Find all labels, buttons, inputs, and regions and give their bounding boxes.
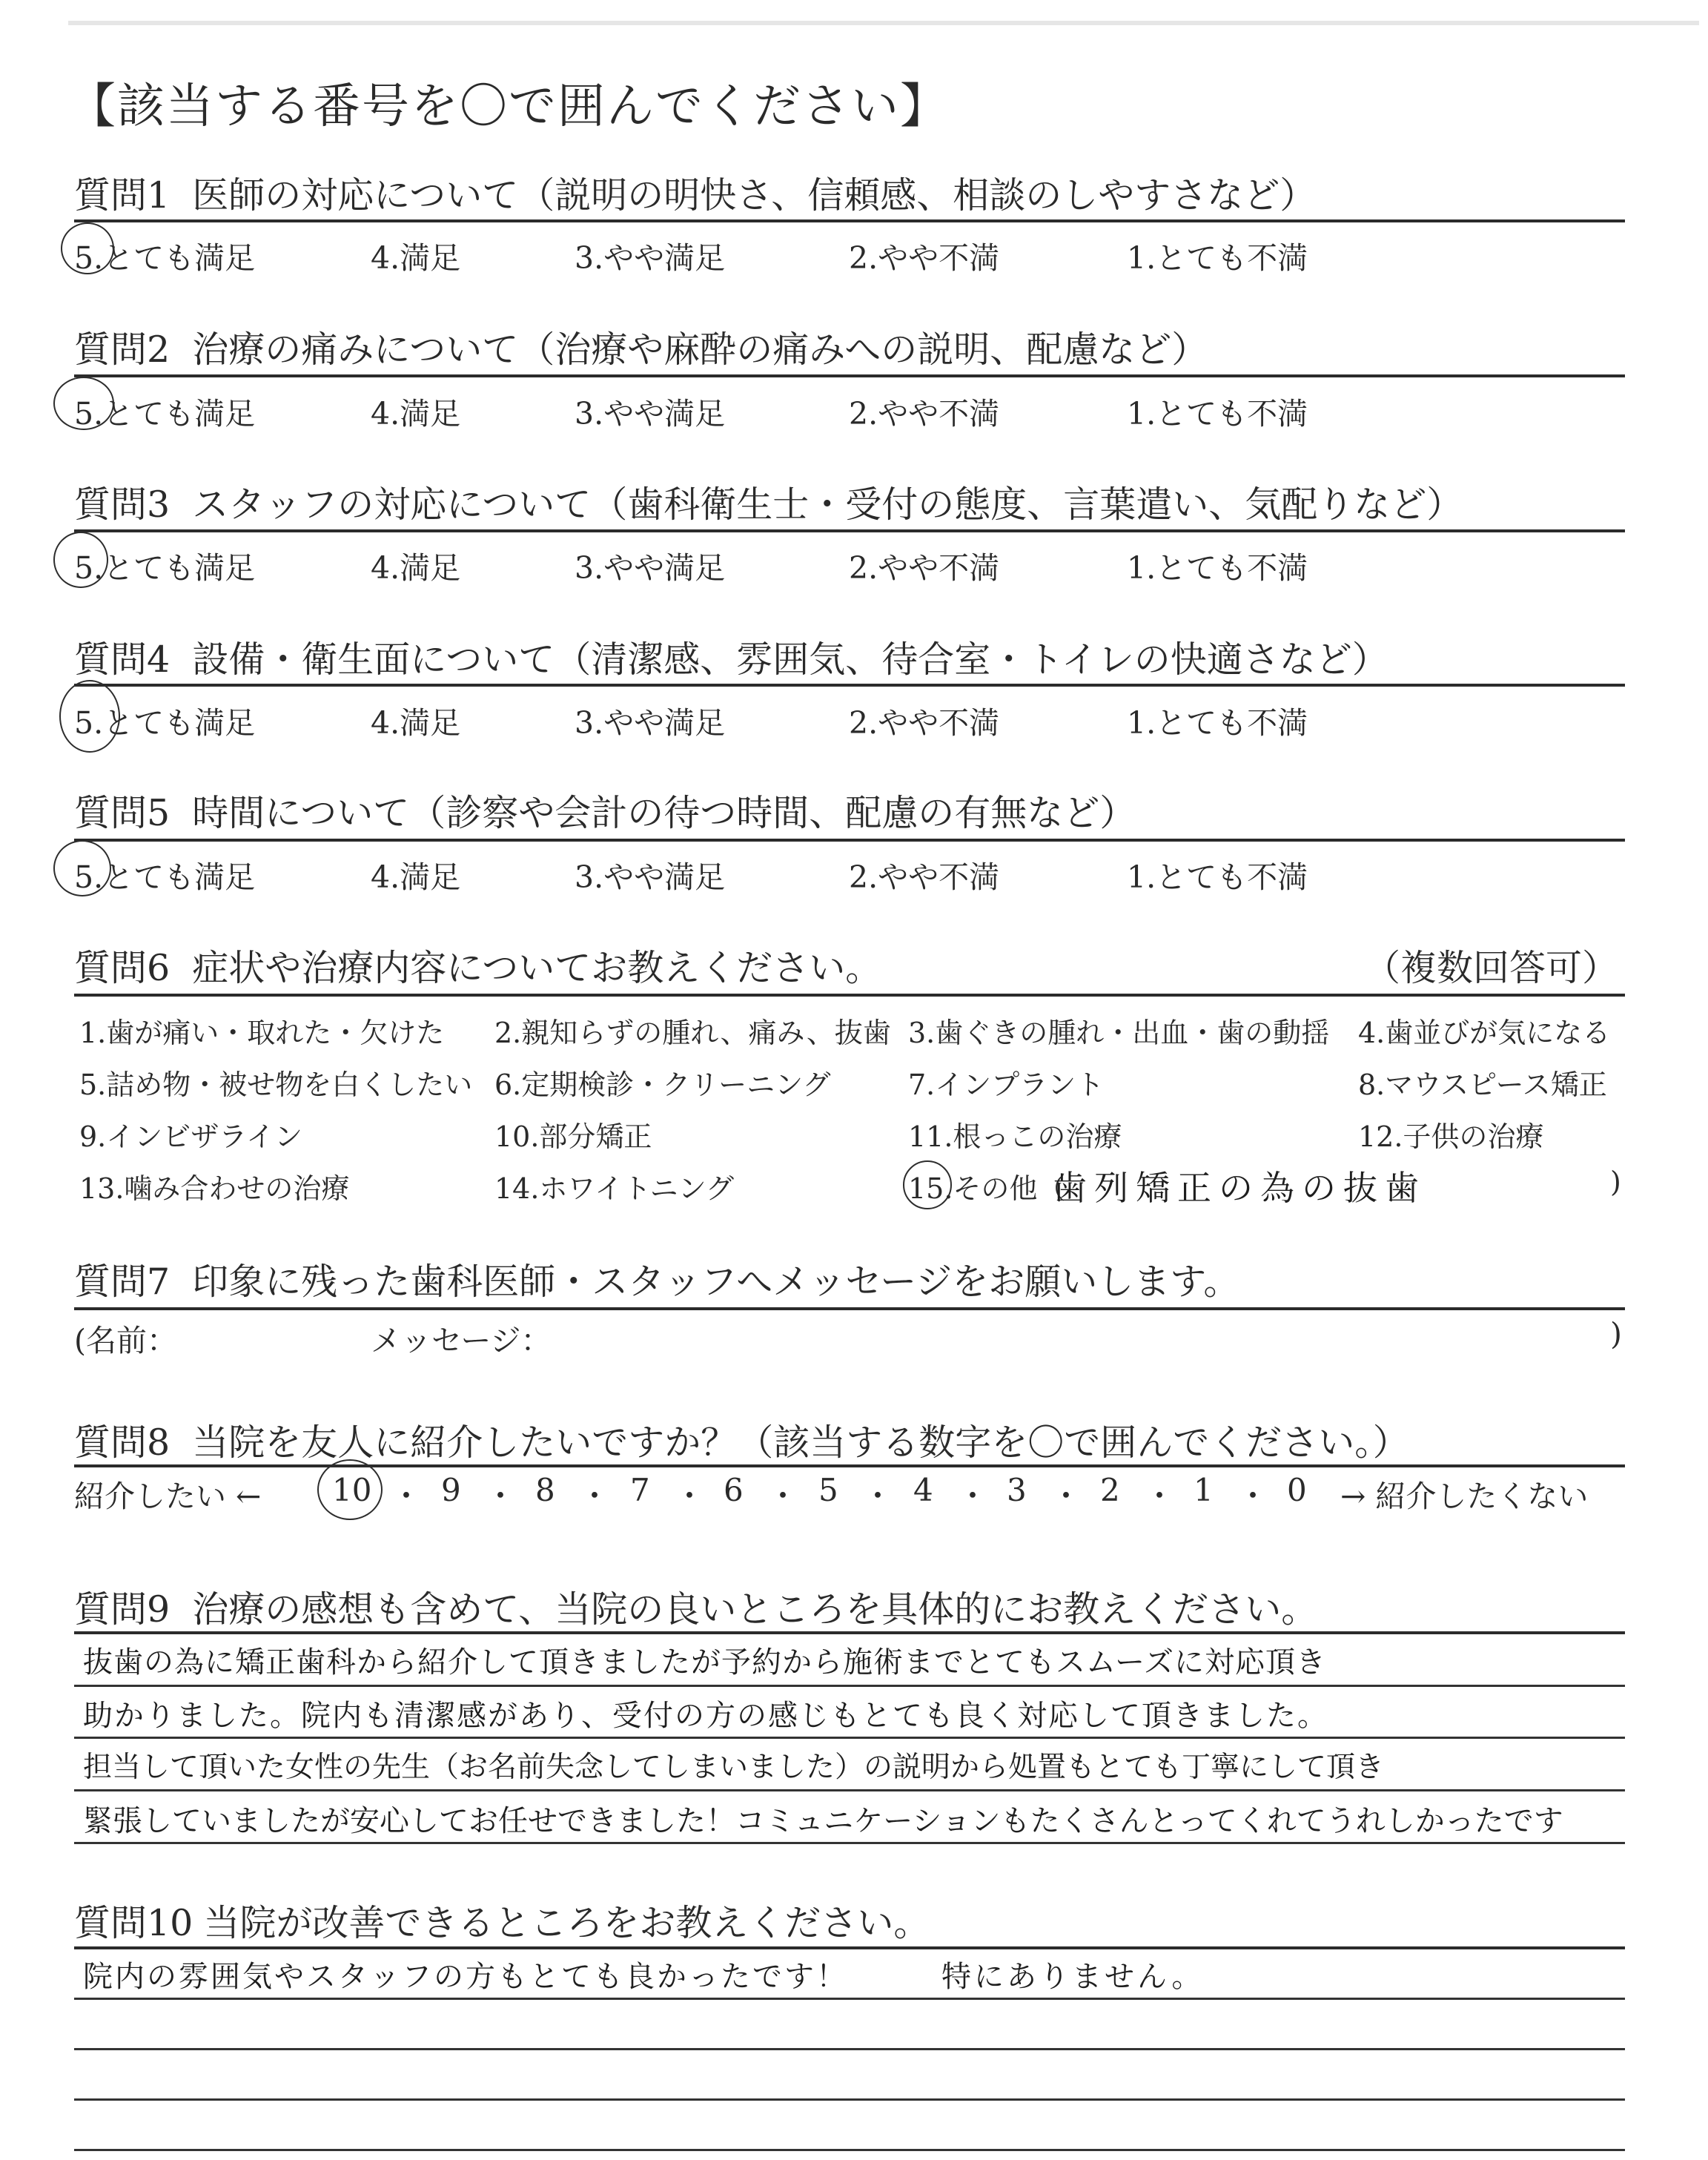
option-somewhat-dissatisfied[interactable]: 2.やや不満 [849, 550, 1000, 586]
name-label: (名前： [74, 1323, 177, 1358]
question-text: 治療の痛みについて（治療や麻酔の痛みへの説明、配慮など） [192, 328, 1208, 371]
answer-line [74, 1998, 1625, 2000]
question-number: 質問10 [74, 1902, 193, 1944]
message-label: メッセージ： [371, 1323, 552, 1358]
question-7-title [74, 1253, 1239, 1305]
question-divider [74, 684, 1625, 687]
handwritten-answer-line: 抜歯の為に矯正歯科から紹介して頂きましたが予約から施術までとてもスムーズに対応頂き [83, 1645, 1326, 1680]
question-5-title [74, 785, 1136, 836]
option-somewhat-satisfied[interactable]: 3.やや満足 [575, 396, 726, 432]
question-9-title [74, 1581, 1317, 1633]
option-somewhat-satisfied[interactable]: 3.やや満足 [575, 240, 726, 276]
question-text: スタッフの対応について（歯科衛生士・受付の態度、言葉遣い、気配りなど） [192, 483, 1463, 526]
question-text: 印象に残った歯科医師・スタッフへメッセージをお願いします。 [192, 1261, 1240, 1303]
symptom-option-6[interactable]: 6.定期検診・クリーニング [494, 1069, 831, 1101]
question-8-title [74, 1414, 1409, 1466]
recommend-right-label: → 紹介したくない [1340, 1479, 1589, 1514]
symptom-option-15[interactable]: 15.その他（ [908, 1172, 1066, 1205]
option-satisfied[interactable]: 4.満足 [371, 705, 461, 741]
symptom-option-12[interactable]: 12.子供の治療 [1358, 1120, 1544, 1153]
page-title: 【該当する番号を〇で囲んでください】 [68, 79, 949, 134]
scale-separator: ・ [674, 1478, 706, 1514]
option-very-satisfied[interactable]: 5.とても満足 [74, 859, 256, 895]
scale-separator: ・ [579, 1478, 611, 1514]
option-somewhat-dissatisfied[interactable]: 2.やや不満 [849, 705, 1000, 741]
question-text: 時間について（診察や会計の待つ時間、配慮の有無など） [192, 792, 1136, 834]
question-1-title [74, 167, 1316, 219]
option-somewhat-satisfied[interactable]: 3.やや満足 [575, 859, 726, 895]
question-divider [74, 839, 1625, 842]
question-6-title [74, 939, 881, 991]
option-very-dissatisfied[interactable]: 1.とても不満 [1127, 705, 1308, 741]
answer-circle-mark [53, 377, 114, 430]
question-text: 治療の感想も含めて、当院の良いところを具体的にお教えください。 [192, 1588, 1318, 1631]
answer-circle-mark [61, 222, 114, 274]
handwritten-answer-line: 担当して頂いた女性の先生（お名前失念してしまいました）の説明から処置もとても丁寧にして頂き [83, 1751, 1385, 1784]
multiple-answers-note: （複数回答可） [1364, 947, 1619, 989]
scale-separator: ・ [1144, 1478, 1176, 1514]
option-very-satisfied[interactable]: 5.とても満足 [74, 705, 256, 741]
question-divider [74, 219, 1625, 222]
scale-6[interactable]: 6 [724, 1472, 744, 1508]
question-divider [74, 1631, 1625, 1634]
answer-line [74, 1737, 1625, 1739]
scale-separator: ・ [1050, 1478, 1082, 1514]
message-close-paren: ) [1610, 1316, 1622, 1352]
answer-line [74, 1789, 1625, 1791]
option-somewhat-dissatisfied[interactable]: 2.やや不満 [849, 859, 1000, 895]
question-divider [74, 1464, 1625, 1467]
symptom-option-2[interactable]: 2.親知らずの腫れ、痛み、抜歯 [494, 1017, 891, 1049]
option-somewhat-satisfied[interactable]: 3.やや満足 [575, 705, 726, 741]
other-handwritten-answer: 歯列矯正の為の抜歯 [1053, 1168, 1426, 1208]
symptom-option-5[interactable]: 5.詰め物・被せ物を白くしたい [79, 1069, 473, 1101]
answer-circle-mark [903, 1160, 952, 1209]
symptom-option-1[interactable]: 1.歯が痛い・取れた・欠けた [79, 1017, 445, 1049]
scale-10[interactable]: 10 [332, 1472, 372, 1508]
question-text: 当院が改善できるところをお教えください。 [203, 1902, 930, 1944]
symptom-option-13[interactable]: 13.噛み合わせの治療 [79, 1172, 350, 1205]
scale-separator: ・ [862, 1478, 894, 1514]
symptom-option-10[interactable]: 10.部分矯正 [494, 1120, 652, 1153]
scale-separator: ・ [957, 1478, 989, 1514]
question-number: 質問6 [74, 947, 171, 989]
option-somewhat-satisfied[interactable]: 3.やや満足 [575, 550, 726, 586]
option-very-satisfied[interactable]: 5.とても満足 [74, 550, 256, 586]
option-satisfied[interactable]: 4.満足 [371, 859, 461, 895]
symptom-option-7[interactable]: 7.インプラント [908, 1069, 1105, 1101]
question-number: 質問3 [74, 483, 171, 526]
question-10-title [74, 1895, 930, 1946]
option-somewhat-dissatisfied[interactable]: 2.やや不満 [849, 240, 1000, 276]
scale-separator: ・ [391, 1478, 423, 1514]
symptom-option-3[interactable]: 3.歯ぐきの腫れ・出血・歯の動揺 [908, 1017, 1330, 1049]
handwritten-answer-line: 院内の雰囲気やスタッフの方もとても良かったです！ [83, 1960, 848, 1994]
option-very-dissatisfied[interactable]: 1.とても不満 [1127, 859, 1308, 895]
scale-0[interactable]: 0 [1287, 1472, 1307, 1508]
symptom-option-8[interactable]: 8.マウスピース矯正 [1358, 1069, 1607, 1101]
scale-4[interactable]: 4 [913, 1472, 933, 1508]
question-text: 症状や治療内容についてお教えください。 [192, 947, 882, 989]
question-number: 質問8 [74, 1421, 171, 1464]
question-number: 質問9 [74, 1588, 171, 1631]
question-number: 質問4 [74, 638, 171, 681]
symptom-option-14[interactable]: 14.ホワイトニング [494, 1172, 735, 1205]
answer-circle-mark [317, 1459, 383, 1520]
question-4-title [74, 631, 1388, 683]
scale-separator: ・ [485, 1478, 517, 1514]
handwritten-answer-line: 助かりました。院内も清潔感があり、受付の方の感じもとても良く対応して頂きました。 [83, 1699, 1328, 1733]
scale-2[interactable]: 2 [1100, 1472, 1120, 1508]
option-very-satisfied[interactable]: 5.とても満足 [74, 240, 256, 276]
option-very-satisfied[interactable]: 5.とても満足 [74, 396, 256, 432]
option-satisfied[interactable]: 4.満足 [371, 550, 461, 586]
question-divider [74, 374, 1625, 377]
answer-line [74, 2048, 1625, 2050]
option-very-dissatisfied[interactable]: 1.とても不満 [1127, 396, 1308, 432]
answer-circle-mark [53, 840, 111, 896]
answer-line [74, 2149, 1625, 2151]
handwritten-answer-extra: 特にありません。 [941, 1960, 1205, 1994]
option-very-dissatisfied[interactable]: 1.とても不満 [1127, 550, 1308, 586]
question-text: 設備・衛生面について（清潔感、雰囲気、待合室・トイレの快適さなど） [192, 638, 1388, 681]
other-close-paren: ) [1610, 1166, 1621, 1198]
top-scan-edge [68, 21, 1699, 25]
option-satisfied[interactable]: 4.満足 [371, 240, 461, 276]
scale-8[interactable]: 8 [535, 1472, 555, 1508]
answer-line [74, 2098, 1625, 2101]
option-very-dissatisfied[interactable]: 1.とても不満 [1127, 240, 1308, 276]
answer-line [74, 1842, 1625, 1844]
answer-circle-mark [59, 680, 120, 753]
answer-line [74, 1685, 1625, 1687]
scale-9[interactable]: 9 [441, 1472, 461, 1508]
question-divider [74, 1307, 1625, 1310]
question-number: 質問5 [74, 792, 171, 834]
question-number: 質問1 [74, 174, 171, 217]
symptom-option-9[interactable]: 9.インビザライン [79, 1120, 303, 1153]
question-divider [74, 994, 1625, 997]
question-divider [74, 1946, 1625, 1949]
scale-5[interactable]: 5 [818, 1472, 838, 1508]
symptom-option-11[interactable]: 11.根っこの治療 [908, 1120, 1122, 1153]
question-3-title [74, 476, 1463, 528]
scale-7[interactable]: 7 [630, 1472, 650, 1508]
scale-separator: ・ [767, 1478, 799, 1514]
option-satisfied[interactable]: 4.満足 [371, 396, 461, 432]
question-number: 質問2 [74, 328, 171, 371]
scale-1[interactable]: 1 [1194, 1472, 1214, 1508]
symptom-option-4[interactable]: 4.歯並びが気になる [1358, 1017, 1611, 1049]
question-text: 医師の対応について（説明の明快さ、信頼感、相談のしやすさなど） [192, 174, 1317, 217]
scale-3[interactable]: 3 [1007, 1472, 1027, 1508]
handwritten-answer-line: 緊張していましたが安心してお任せできました！コミュニケーションもたくさんとってくれてうれしかったです [83, 1804, 1563, 1838]
question-number: 質問7 [74, 1261, 171, 1303]
scale-separator: ・ [1237, 1478, 1269, 1514]
answer-circle-mark [53, 532, 108, 588]
question-2-title [74, 321, 1208, 373]
question-divider [74, 529, 1625, 532]
question-text: 当院を友人に紹介したいですか？（該当する数字を〇で囲んでください。） [192, 1421, 1409, 1464]
recommend-left-label: 紹介したい ← [74, 1479, 262, 1514]
option-somewhat-dissatisfied[interactable]: 2.やや不満 [849, 396, 1000, 432]
